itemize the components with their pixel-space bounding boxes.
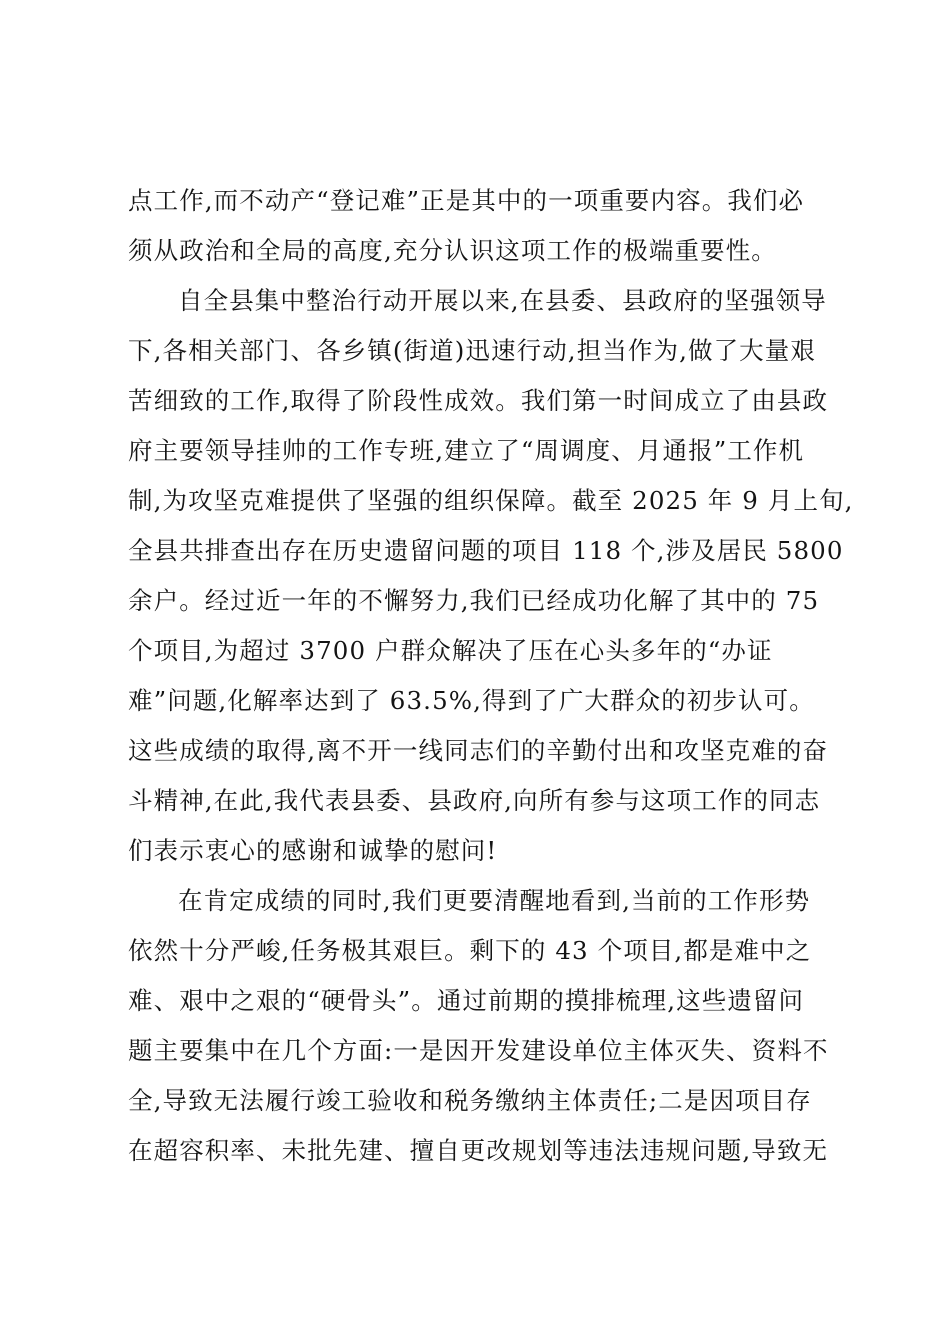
- text-line: 余户。经过近一年的不懈努力,我们已经成功化解了其中的 75: [128, 586, 820, 615]
- text-line: 全县共排查出存在历史遗留问题的项目 118 个,涉及居民 5800: [128, 536, 844, 565]
- text-line: 这些成绩的取得,离不开一线同志们的辛勤付出和攻坚克难的奋: [128, 736, 829, 765]
- text-line: 斗精神,在此,我代表县委、县政府,向所有参与这项工作的同志: [128, 786, 821, 815]
- text-line: 须从政治和全局的高度,充分认识这项工作的极端重要性。: [128, 236, 777, 265]
- text-line: 难”问题,化解率达到了 63.5%,得到了广大群众的初步认可。: [128, 686, 815, 715]
- text-line: 苦细致的工作,取得了阶段性成效。我们第一时间成立了由县政: [128, 386, 829, 415]
- text-line: 点工作,而不动产“登记难”正是其中的一项重要内容。我们必: [128, 186, 805, 215]
- text-line: 下,各相关部门、各乡镇(街道)迅速行动,担当作为,做了大量艰: [128, 336, 816, 365]
- text-line: 个项目,为超过 3700 户群众解决了压在心头多年的“办证: [128, 636, 773, 665]
- text-line: 题主要集中在几个方面:一是因开发建设单位主体灭失、资料不: [128, 1036, 829, 1065]
- text-line: 依然十分严峻,任务极其艰巨。剩下的 43 个项目,都是难中之: [128, 936, 812, 965]
- paragraph-start-line: 自全县集中整治行动开展以来,在县委、县政府的坚强领导: [178, 286, 827, 315]
- text-line: 们表示衷心的感谢和诚挚的慰问!: [128, 836, 498, 865]
- text-line: 制,为攻坚克难提供了坚强的组织保障。截至 2025 年 9 月上旬,: [128, 486, 854, 515]
- text-line: 全,导致无法履行竣工验收和税务缴纳主体责任;二是因项目存: [128, 1086, 812, 1115]
- text-line: 府主要领导挂帅的工作专班,建立了“周调度、月通报”工作机: [128, 436, 805, 465]
- text-line: 难、艰中之艰的“硬骨头”。通过前期的摸排梳理,这些遗留问: [128, 986, 805, 1015]
- text-line: 在超容积率、未批先建、擅自更改规划等违法违规问题,导致无: [128, 1136, 829, 1165]
- paragraph-start-line: 在肯定成绩的同时,我们更要清醒地看到,当前的工作形势: [178, 886, 811, 915]
